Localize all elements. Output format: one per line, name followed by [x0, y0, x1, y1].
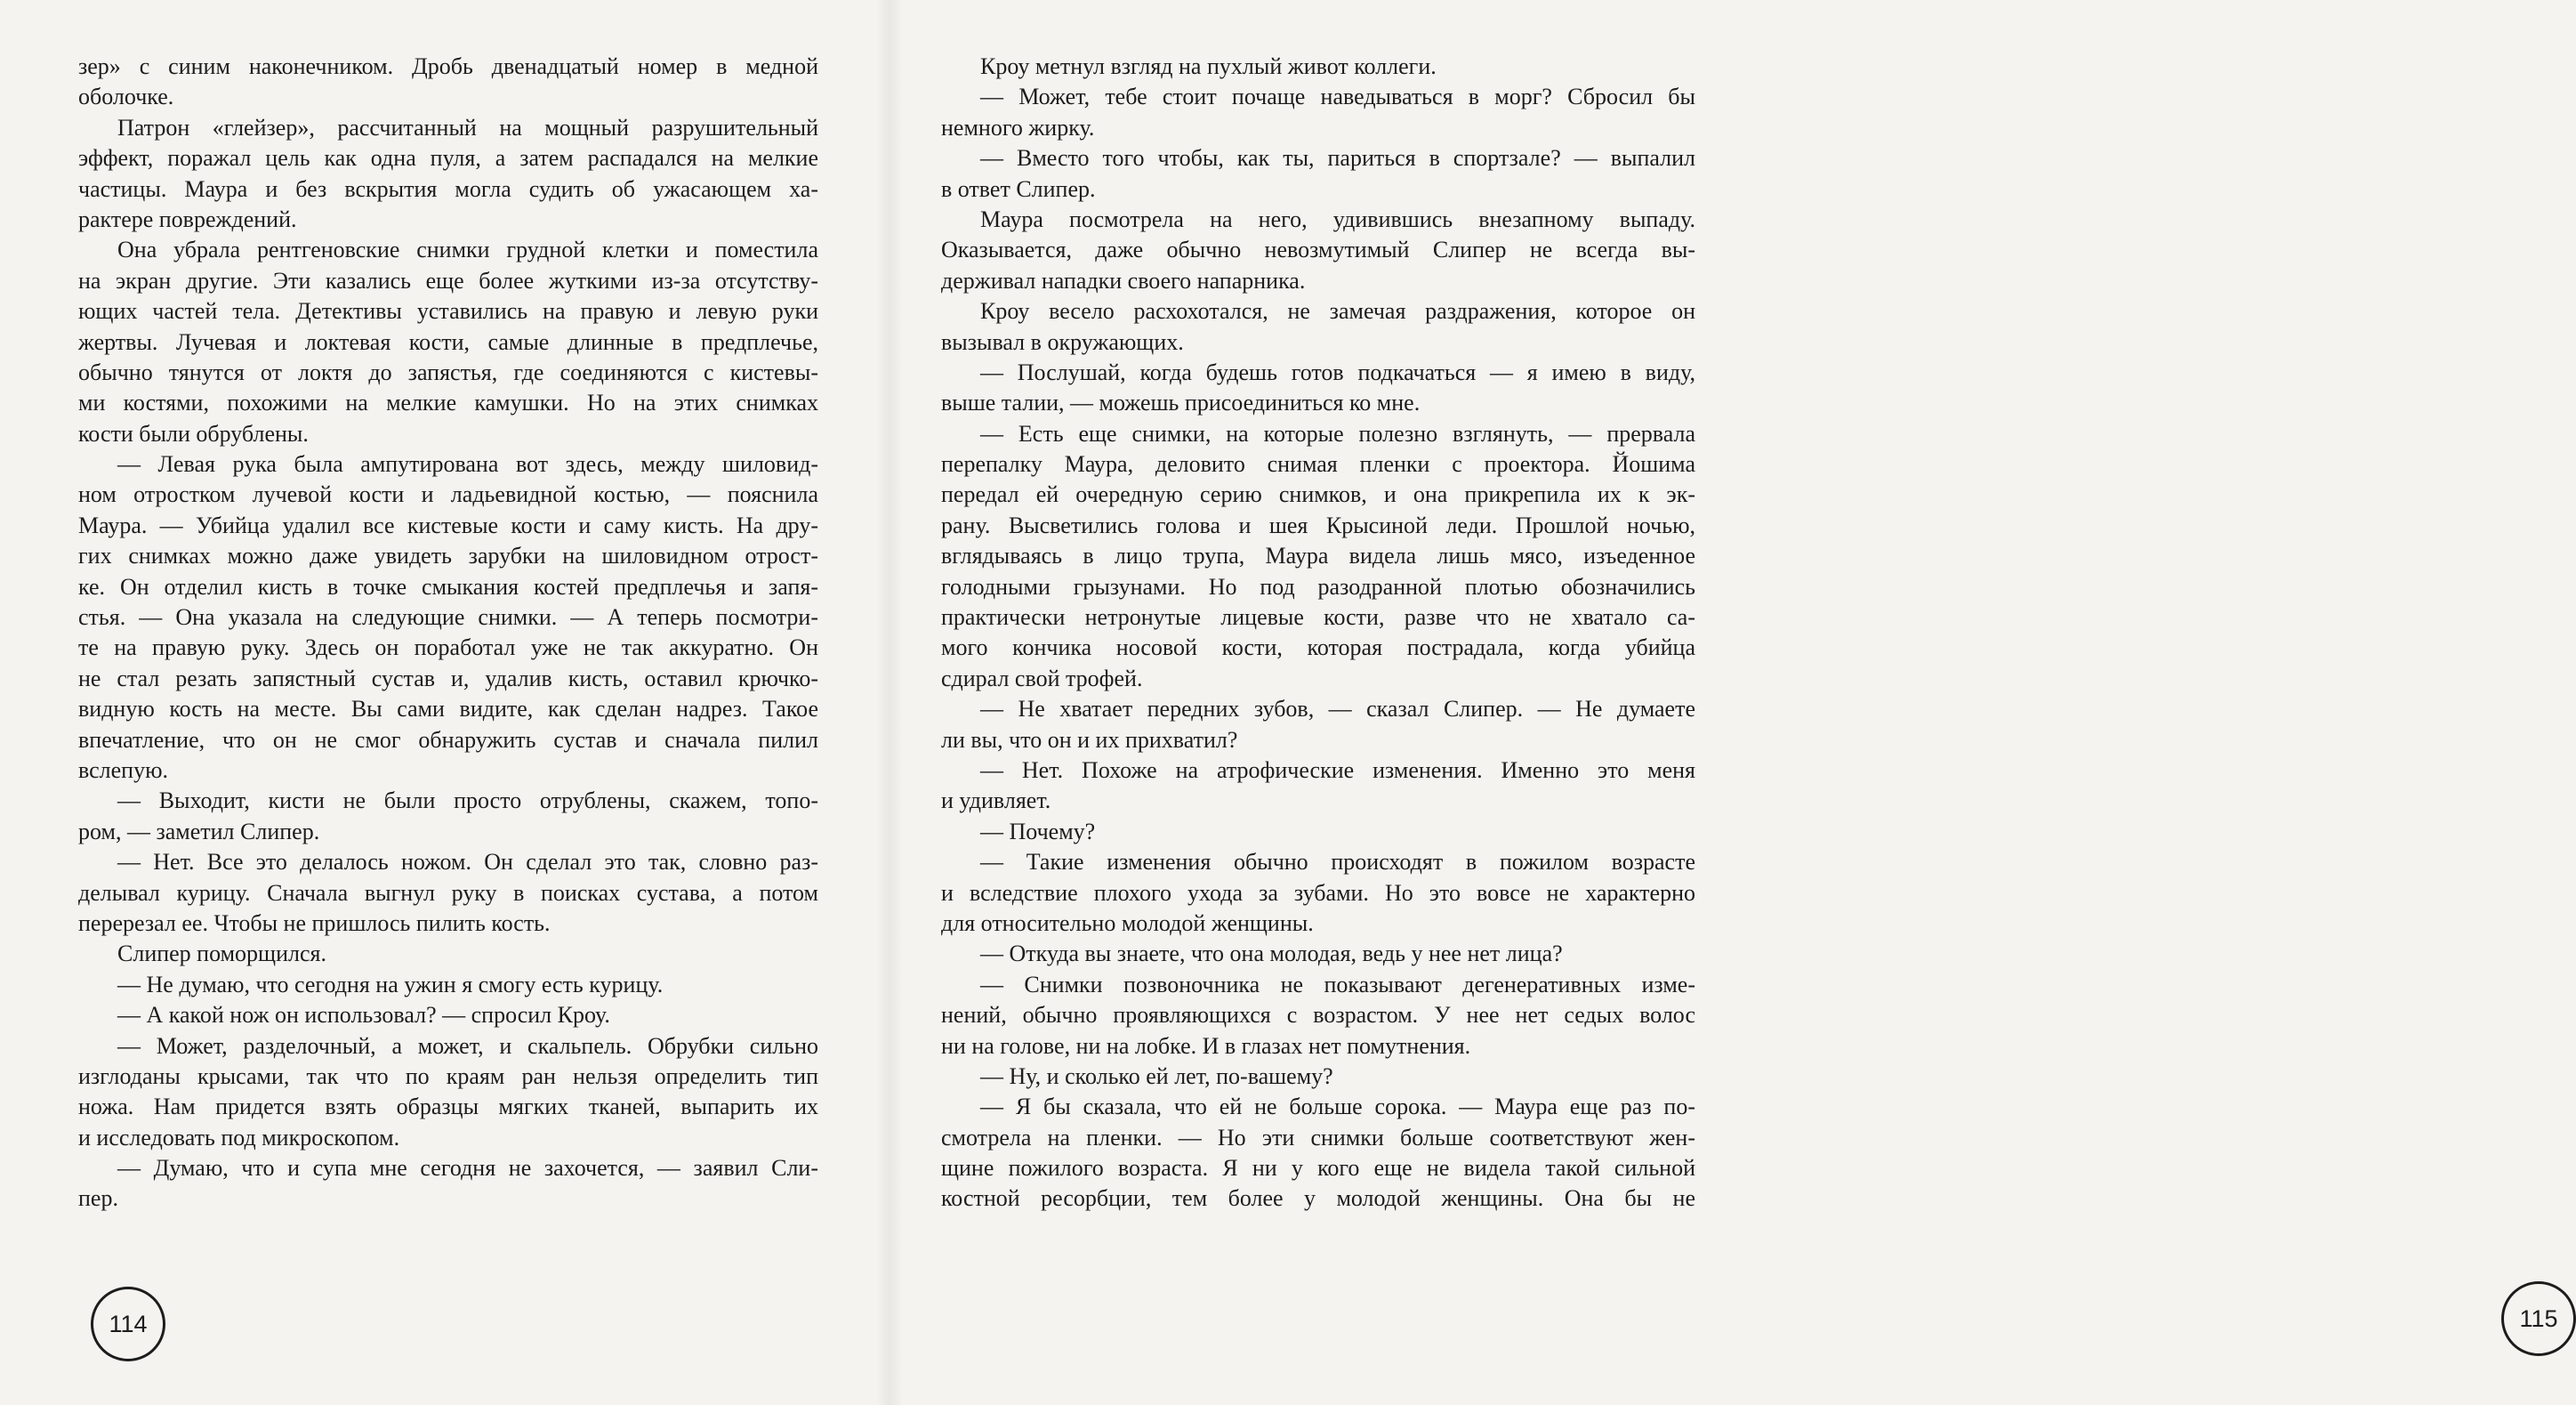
text-line: мого кончика носовой кости, которая пострадала, когда убийца	[941, 634, 1695, 661]
text-line: гих снимках можно даже увидеть зарубки на шиловидном отрост-	[78, 543, 818, 569]
text-line: Кроу весело расхохотался, не замечая раздражения, которое он	[980, 298, 1695, 325]
text-line: обычно тянутся от локтя до запястья, где соединяются с кистевы-	[78, 359, 818, 385]
text-line: — Может, разделочный, а может, и скальпель. Обрубки сильно	[117, 1032, 818, 1059]
text-line: — Левая рука была ампутирована вот здесь, между шиловид-	[117, 451, 818, 478]
text-line: изглоданы крысами, так что по краям ран нельзя определить тип	[78, 1062, 818, 1089]
text-line: голодными грызунами. Но под разодранной плотью обозначились	[941, 573, 1695, 600]
text-line: Маура посмотрела на него, удивившись внезапному выпаду.	[980, 206, 1695, 232]
text-line: на экран другие. Эти казались еще более жуткими из-за отсутству-	[78, 267, 818, 294]
text-line: — Я бы сказала, что ей не больше сорока. — Маура еще раз по-	[980, 1094, 1695, 1120]
text-line: немного жирку.	[941, 114, 1095, 141]
text-line: впечатление, что он не смог обнаружить сустав и сначала пилил	[78, 726, 818, 753]
text-line: Слипер поморщился.	[117, 941, 326, 967]
text-line: ни на голове, ни на лобке. И в глазах нет помутнения.	[941, 1032, 1471, 1059]
text-line: — Не думаю, что сегодня на ужин я смогу есть курицу.	[117, 971, 664, 997]
text-line: — Такие изменения обычно происходят в пожилом возрасте	[980, 849, 1695, 876]
text-line: ножа. Нам придется взять образцы мягких тканей, выпарить их	[78, 1094, 818, 1120]
text-line: — Выходит, кисти не были просто отрублены, скажем, топо-	[117, 787, 818, 814]
text-line: — Может, тебе стоит почаще наведываться в морг? Сбросил бы	[980, 84, 1695, 110]
text-line: — Откуда вы знаете, что она молодая, ведь у нее нет лица?	[980, 941, 1563, 967]
text-line: Кроу метнул взгляд на пухлый живот коллеги.	[980, 53, 1437, 79]
text-line: сдирал свой трофей.	[941, 665, 1143, 691]
text-line: и вследствие плохого ухода за зубами. Но это вовсе не характерно	[941, 879, 1695, 906]
text-line: перепалку Маура, деловито снимая пленки с проектора. Йошима	[941, 451, 1695, 478]
text-line: пер.	[78, 1185, 118, 1212]
text-line: перерезал ее. Чтобы не пришлось пилить кость.	[78, 909, 551, 936]
left-page-text	[78, 52, 818, 1215]
text-line: вглядываясь в лицо трупа, Маура видела лишь мясо, изъеденное	[941, 543, 1695, 569]
text-line: смотрела на пленки. — Но эти снимки больше соответствуют жен-	[941, 1124, 1695, 1151]
text-line: щине пожилого возраста. Я ни у кого еще не видела такой сильной	[941, 1155, 1695, 1182]
text-line: практически нетронутые лицевые кости, разве что не хватало са-	[941, 604, 1695, 631]
right-page-text	[941, 52, 1695, 1215]
text-line: в ответ Слипер.	[941, 175, 1096, 202]
text-line: ром, — заметил Слипер.	[78, 818, 320, 844]
text-line: кости были обрублены.	[78, 420, 309, 447]
text-line: ющих частей тела. Детективы уставились на правую и левую руки	[78, 298, 818, 325]
text-line: Она убрала рентгеновские снимки грудной клетки и поместила	[117, 237, 818, 263]
text-line: видную кость на месте. Вы сами видите, как сделан надрез. Такое	[78, 696, 818, 723]
text-line: Маура. — Убийца удалил все кистевые кости и саму кисть. На дру-	[78, 512, 818, 538]
text-line: — Почему?	[980, 818, 1096, 844]
text-line: частицы. Маура и без вскрытия могла судить об ужасающем ха-	[78, 175, 818, 202]
text-line: — Снимки позвоночника не показывают дегенеративных изме-	[980, 971, 1695, 997]
text-line: передал ей очередную серию снимков, и она прикрепила их к эк-	[941, 481, 1695, 508]
text-line: ми костями, похожими на мелкие камушки. Но на этих снимках	[78, 390, 818, 416]
text-line: — Думаю, что и супа мне сегодня не захочется, — заявил Сли-	[117, 1155, 818, 1182]
text-line: не стал резать запястный сустав и, удалив кисть, оставил крючко-	[78, 665, 818, 691]
text-line: ном отростком лучевой кости и ладьевидной костью, — пояснила	[78, 481, 818, 508]
text-line: выше талии, — можешь присоединиться ко мне.	[941, 390, 1421, 416]
text-line: ли вы, что он и их прихватил?	[941, 726, 1238, 753]
text-line: — А какой нож он использовал? — спросил Кроу.	[117, 1002, 610, 1029]
left-page	[0, 0, 890, 1405]
page-number: 114	[91, 1287, 165, 1361]
text-line: Оказывается, даже обычно невозмутимый Слипер не всегда вы-	[941, 237, 1695, 263]
text-line: для относительно молодой женщины.	[941, 909, 1314, 936]
text-line: рактере повреждений.	[78, 206, 297, 232]
text-line: — Послушай, когда будешь готов подкачаться — я имею в виду,	[980, 359, 1695, 385]
text-line: рану. Высветились голова и шея Крысиной леди. Прошлой ночью,	[941, 512, 1695, 538]
text-line: стья. — Она указала на следующие снимки. — А теперь посмотри-	[78, 604, 818, 631]
text-line: — Вместо того чтобы, как ты, париться в спортзале? — выпалил	[980, 145, 1695, 172]
text-line: — Ну, и сколько ей лет, по-вашему?	[980, 1062, 1333, 1089]
text-line: — Нет. Похоже на атрофические изменения. Именно это меня	[980, 756, 1695, 783]
text-line: эффект, поражал цель как одна пуля, а затем распадался на мелкие	[78, 145, 818, 172]
text-line: ке. Он отделил кисть в точке смыкания костей предплечья и запя-	[78, 573, 818, 600]
page-number: 115	[2501, 1281, 2576, 1356]
text-line: Патрон «глейзер», рассчитанный на мощный разрушительный	[117, 114, 818, 141]
text-line: вслепую.	[78, 756, 169, 783]
text-line: вызывал в окружающих.	[941, 328, 1184, 355]
text-line: нений, обычно проявляющихся с возрастом. У нее нет седых волос	[941, 1002, 1695, 1029]
text-line: оболочке.	[78, 84, 174, 110]
text-line: и исследовать под микроскопом.	[78, 1124, 400, 1151]
text-line: жертвы. Лучевая и локтевая кости, самые длинные в предплечье,	[78, 328, 818, 355]
text-line: — Не хватает передних зубов, — сказал Слипер. — Не думаете	[980, 696, 1695, 723]
text-line: делывал курицу. Сначала выгнул руку в поисках сустава, а потом	[78, 879, 818, 906]
text-line: — Нет. Все это делалось ножом. Он сделал это так, словно раз-	[117, 849, 818, 876]
text-line: зер» с синим наконечником. Дробь двенадцатый номер в медной	[78, 53, 818, 79]
text-line: — Есть еще снимки, на которые полезно взглянуть, — прервала	[980, 420, 1695, 447]
text-line: держивал нападки своего напарника.	[941, 267, 1306, 294]
text-line: костной ресорбции, тем более у молодой женщины. Она бы не	[941, 1185, 1695, 1212]
text-line: те на правую руку. Здесь он поработал уже не так аккуратно. Он	[78, 634, 818, 661]
text-line: и удивляет.	[941, 787, 1051, 814]
